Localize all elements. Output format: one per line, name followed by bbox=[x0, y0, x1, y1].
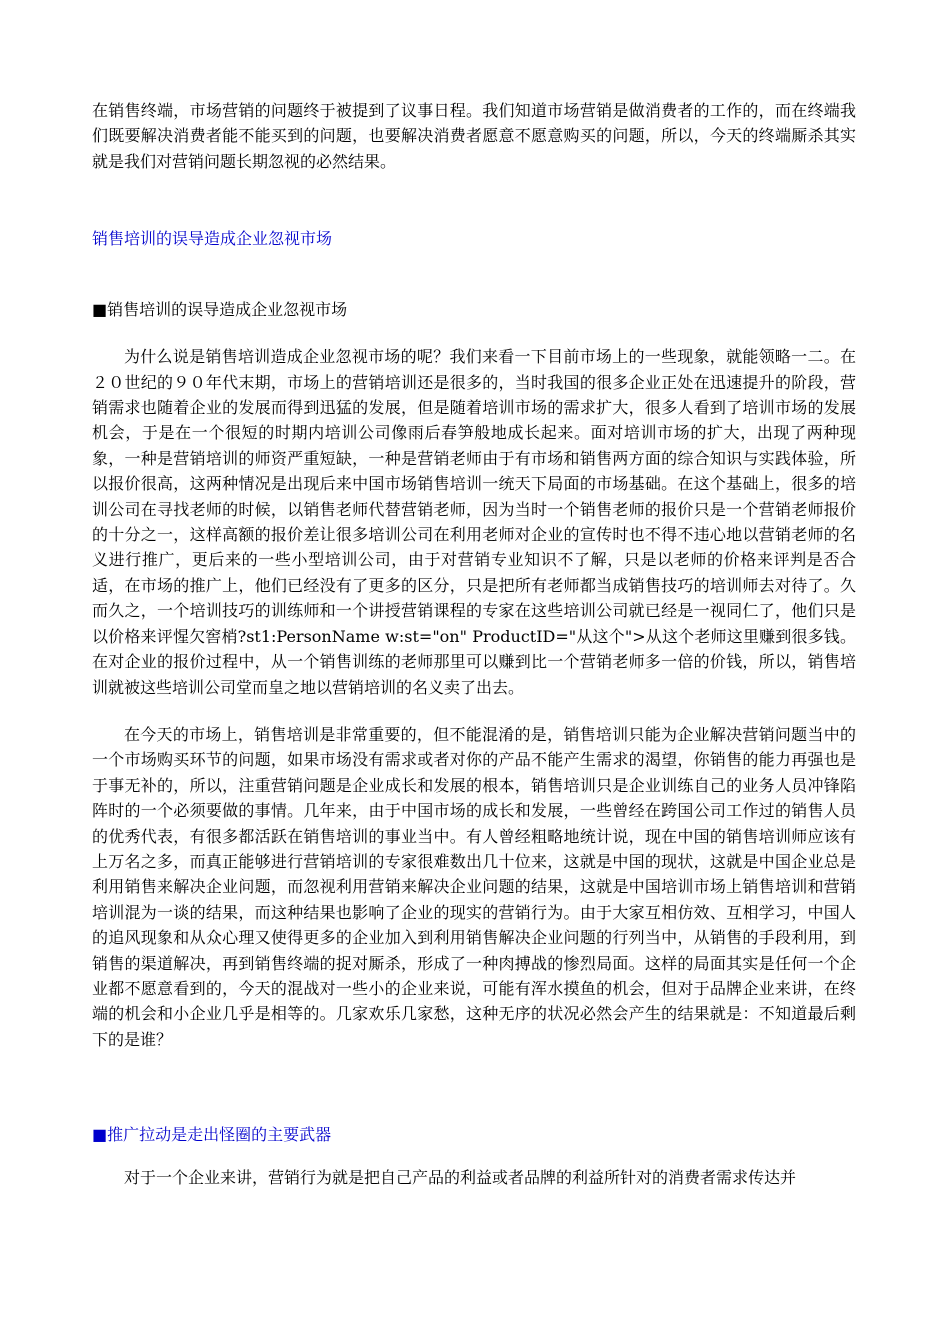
article-link-heading[interactable]: 销售培训的误导造成企业忽视市场 bbox=[92, 229, 333, 249]
section-heading-sales-training: ■销售培训的误导造成企业忽视市场 bbox=[92, 300, 348, 320]
document-page bbox=[92, 98, 856, 1191]
intro-paragraph: 在销售终端，市场营销的问题终于被提到了议事日程。我们知道市场营销是做消费者的工作的，而在终端我们既要解决消费者能不能买到的问题，也要解决消费者愿意不愿意购买的问题，所以，今天的终端厮杀其实就是我们对营销问题长期忽视的必然结果。 bbox=[92, 101, 856, 171]
section1-paragraph-1: 为什么说是销售培训造成企业忽视市场的呢？我们来看一下目前市场上的一些现象，就能领略一二。在２０世纪的９０年代末期，市场上的营销培训还是很多的，当时我国的很多企业正处在迅速提升的阶段，营销需求也随着企业的发展而得到迅猛的发展，但是随着培训市场的需求扩大，很多人看到了培训市场的发展机会，于是在一个很短的时期内培训公司像雨后春笋般地成长起来。面对培训市场的扩大，出现了两种现象，一种是营销培训的师资严重短缺，一种是营销老师由于有市场和销售两方面的综合知识与实践体验，所以报价很高，这两种情况是出现后来中国市场销售培训一统天下局面的市场基础。在这个基础上，很多的培训公司在寻找老师的时候，以销售老师代替营销老师，因为当时一个销售老师的报价只是一个营销老师报价的十分之一，这样高额的报价差让很多培训公司在利用老师对企业的宣传时也不得不违心地以营销老师的名义进行推广，更后来的一些小型培训公司，由于对营销专业知识不了解，只是以老师的价格来评判是否合适，在市场的推广上，他们已经没有了更多的区分，只是把所有老师都当成销售技巧的培训师去对待了。久而久之，一个培训技巧的训练师和一个讲授营销课程的专家在这些培训公司就已经是一视同仁了，他们只是以价格来评惺欠窖梢?st1:PersonName w:st="on" ProductID="从这个">从这个老师这里赚到很多钱。在对企业的报价过程中，从一个销售训练的老师那里可以赚到比一个营销老师多一倍的价钱，所以，销售培训就被这些培训公司堂而皇之地以营销培训的名义卖了出去。 bbox=[92, 347, 856, 697]
section2-paragraph-1: 对于一个企业来讲，营销行为就是把自己产品的利益或者品牌的利益所针对的消费者需求传达并 bbox=[124, 1168, 797, 1188]
section1-paragraph-2: 在今天的市场上，销售培训是非常重要的，但不能混淆的是，销售培训只能为企业解决营销问题当中的一个市场购买环节的问题，如果市场没有需求或者对你的产品不能产生需求的渴望，你销售的能力再强也是于事无补的，所以，注重营销问题是企业成长和发展的根本，销售培训只是企业训练自己的业务人员冲锋陷阵时的一个必须要做的事情。几年来，由于中国市场的成长和发展，一些曾经在跨国公司工作过的销售人员的优秀代表，有很多都活跃在销售培训的事业当中。有人曾经粗略地统计说，现在中国的销售培训师应该有上万名之多，而真正能够进行营销培训的专家很难数出几十位来，这就是中国的现状，这就是中国企业总是利用销售来解决企业问题，而忽视利用营销来解决企业问题的结果，这就是中国培训市场上销售培训和营销培训混为一谈的结果，而这种结果也影响了企业的现实的营销行为。由于大家互相仿效、互相学习，中国人的追风现象和从众心理又使得更多的企业加入到利用销售解决企业问题的行列当中，从销售的手段利用，到销售的渠道解决，再到销售终端的捉对厮杀，形成了一种肉搏战的惨烈局面。这样的局面其实是任何一个企业都不愿意看到的，今天的混战对一些小的企业来说，可能有浑水摸鱼的机会，但对于品牌企业来讲，在终端的机会和小企业几乎是相等的。几家欢乐几家愁，这种无序的状况必然会产生的结果就是：不知道最后剩下的是谁？ bbox=[92, 724, 856, 1049]
section-heading-promotion: ■推广拉动是走出怪圈的主要武器 bbox=[92, 1125, 332, 1145]
